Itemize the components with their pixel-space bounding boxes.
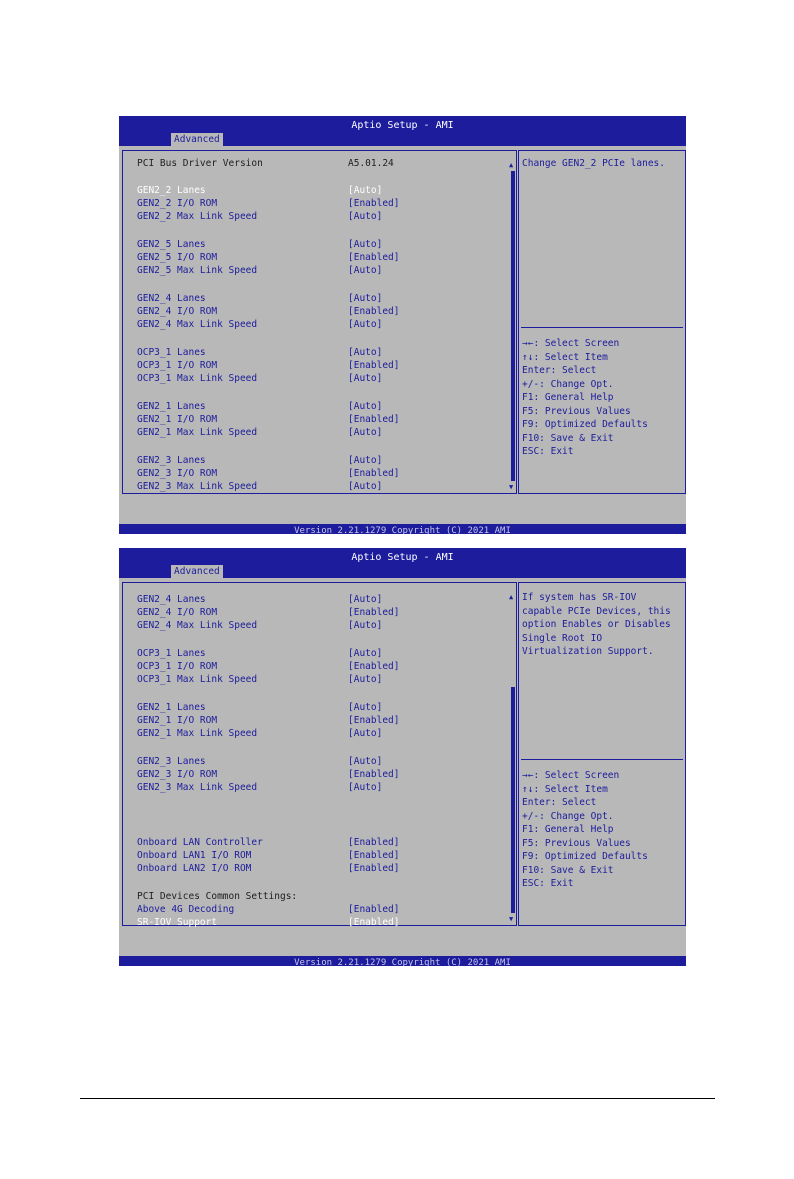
- setting-ocp3-1-lanes[interactable]: OCP3_1 Lanes: [137, 648, 206, 659]
- setting-value[interactable]: [Auto]: [348, 401, 383, 412]
- setting-value[interactable]: [Enabled]: [348, 769, 400, 780]
- setting-gen2-1-max-link-speed[interactable]: GEN2_1 Max Link Speed: [137, 728, 258, 739]
- help-text-line: Change GEN2_2 PCIe lanes.: [522, 158, 665, 169]
- hotkey-exit: ESC: Exit: [522, 878, 574, 889]
- hotkey-change-opt: +/-: Change Opt.: [522, 810, 614, 822]
- hotkey-previous-values: F5: Previous Values: [522, 837, 631, 849]
- hotkey-enter: Enter: Select: [522, 365, 597, 376]
- hotkey-exit: ESC: Exit: [522, 446, 574, 457]
- hotkey-enter: Enter: Select: [522, 797, 597, 808]
- footer-bar: [119, 524, 686, 534]
- setting-value[interactable]: [Auto]: [348, 211, 383, 222]
- setting-value[interactable]: [Enabled]: [348, 198, 400, 209]
- hotkey-general-help: F1: General Help: [522, 392, 614, 403]
- setting-gen2-5-lanes[interactable]: GEN2_5 Lanes: [137, 239, 206, 250]
- setting-value[interactable]: [Enabled]: [348, 306, 400, 317]
- setting-value[interactable]: [Enabled]: [348, 661, 400, 672]
- setting-ocp3-1-io-rom[interactable]: OCP3_1 I/O ROM: [137, 661, 218, 672]
- settings-panel: [122, 150, 517, 494]
- setting-gen2-5-max-link-speed[interactable]: GEN2_5 Max Link Speed: [137, 265, 258, 276]
- setting-value[interactable]: [Auto]: [348, 347, 383, 358]
- setting-ocp3-1-io-rom[interactable]: OCP3_1 I/O ROM: [137, 360, 218, 371]
- setting-value[interactable]: [Auto]: [348, 185, 383, 196]
- setting-onboard-lan-controller[interactable]: Onboard LAN Controller: [137, 837, 263, 848]
- setting-value[interactable]: [Enabled]: [348, 607, 400, 618]
- bios-screen-2: [119, 548, 686, 966]
- bios-screen-1: [119, 116, 686, 534]
- setting-value[interactable]: [Auto]: [348, 648, 383, 659]
- hotkey-general-help: F1: General Help: [522, 824, 614, 835]
- setting-value[interactable]: [Auto]: [348, 239, 383, 250]
- setting-gen2-4-max-link-speed[interactable]: GEN2_4 Max Link Speed: [137, 620, 258, 631]
- setting-gen2-4-io-rom[interactable]: GEN2_4 I/O ROM: [137, 607, 218, 618]
- setting-value[interactable]: [Enabled]: [348, 468, 400, 479]
- copyright-text: Version 2.21.1279 Copyright (C) 2021 AMI: [294, 958, 511, 966]
- setting-ocp3-1-max-link-speed[interactable]: OCP3_1 Max Link Speed: [137, 373, 258, 384]
- window-title: Aptio Setup - AMI: [351, 120, 454, 131]
- help-panel: [518, 582, 686, 926]
- help-divider: [521, 327, 683, 328]
- setting-gen2-2-max-link-speed[interactable]: GEN2_2 Max Link Speed: [137, 211, 258, 222]
- setting-value[interactable]: [Enabled]: [348, 917, 400, 928]
- setting-value[interactable]: [Auto]: [348, 373, 383, 384]
- help-text-line: option Enables or Disables: [522, 619, 671, 630]
- page-footer-rule: [80, 1098, 715, 1099]
- copyright-text: Version 2.21.1279 Copyright (C) 2021 AMI: [294, 526, 511, 534]
- pci-bus-driver-version-label: PCI Bus Driver Version: [137, 158, 263, 169]
- pci-bus-driver-version-value: A5.01.24: [348, 158, 394, 169]
- setting-gen2-4-max-link-speed[interactable]: GEN2_4 Max Link Speed: [137, 319, 258, 330]
- setting-value[interactable]: [Auto]: [348, 265, 383, 276]
- hotkey-select-item: ↑↓: Select Item: [522, 783, 608, 795]
- help-text-line: If system has SR-IOV: [522, 592, 637, 603]
- hotkey-optimized-defaults: F9: Optimized Defaults: [522, 419, 648, 430]
- setting-value[interactable]: [Enabled]: [348, 414, 400, 425]
- setting-gen2-1-lanes[interactable]: GEN2_1 Lanes: [137, 401, 206, 412]
- setting-value[interactable]: [Auto]: [348, 427, 383, 438]
- hotkey-optimized-defaults: F9: Optimized Defaults: [522, 851, 648, 862]
- setting-value[interactable]: [Auto]: [348, 319, 383, 330]
- hotkey-previous-values: F5: Previous Values: [522, 405, 631, 417]
- setting-value[interactable]: [Enabled]: [348, 837, 400, 848]
- hotkey-save-exit: F10: Save & Exit: [522, 432, 614, 444]
- help-text-line: Single Root IO: [522, 632, 603, 644]
- setting-gen2-3-io-rom[interactable]: GEN2_3 I/O ROM: [137, 468, 218, 479]
- title-bar: [119, 116, 686, 146]
- setting-gen2-3-max-link-speed[interactable]: GEN2_3 Max Link Speed: [137, 782, 258, 793]
- setting-value[interactable]: [Enabled]: [348, 252, 400, 263]
- scroll-up-arrow-icon[interactable]: ▲: [509, 161, 514, 169]
- scroll-up-arrow-icon[interactable]: ▲: [509, 593, 514, 601]
- setting-value[interactable]: [Enabled]: [348, 850, 400, 861]
- setting-value[interactable]: [Auto]: [348, 756, 383, 767]
- setting-gen2-1-max-link-speed[interactable]: GEN2_1 Max Link Speed: [137, 427, 258, 438]
- setting-above-4g-decoding[interactable]: Above 4G Decoding: [137, 904, 235, 915]
- setting-value[interactable]: [Auto]: [348, 594, 383, 605]
- setting-value[interactable]: [Auto]: [348, 455, 383, 466]
- setting-value[interactable]: [Auto]: [348, 620, 383, 631]
- setting-sr-iov-support[interactable]: SR-IOV Support: [137, 917, 218, 928]
- scrollbar-thumb[interactable]: [511, 171, 515, 481]
- setting-gen2-1-lanes[interactable]: GEN2_1 Lanes: [137, 702, 206, 713]
- setting-value[interactable]: [Enabled]: [348, 715, 400, 726]
- help-text-line: capable PCIe Devices, this: [522, 605, 671, 617]
- setting-value[interactable]: [Auto]: [348, 481, 383, 492]
- scroll-down-arrow-icon[interactable]: ▼: [509, 483, 514, 491]
- footer-bar: [119, 956, 686, 966]
- setting-gen2-4-lanes[interactable]: GEN2_4 Lanes: [137, 594, 206, 605]
- scrollbar-thumb[interactable]: [511, 687, 515, 913]
- setting-value[interactable]: [Auto]: [348, 674, 383, 685]
- setting-ocp3-1-max-link-speed[interactable]: OCP3_1 Max Link Speed: [137, 674, 258, 685]
- setting-gen2-1-io-rom[interactable]: GEN2_1 I/O ROM: [137, 715, 218, 726]
- setting-gen2-4-io-rom[interactable]: GEN2_4 I/O ROM: [137, 306, 218, 317]
- setting-ocp3-1-lanes[interactable]: OCP3_1 Lanes: [137, 347, 206, 358]
- setting-value[interactable]: [Enabled]: [348, 904, 400, 915]
- section-heading: PCI Devices Common Settings:: [137, 891, 298, 902]
- window-title: Aptio Setup - AMI: [351, 552, 454, 563]
- help-divider: [521, 759, 683, 760]
- hotkey-select-screen: →←: Select Screen: [522, 338, 620, 349]
- scroll-down-arrow-icon[interactable]: ▼: [509, 915, 514, 923]
- help-text-line: Virtualization Support.: [522, 646, 654, 657]
- setting-value[interactable]: [Enabled]: [348, 863, 400, 874]
- setting-gen2-5-io-rom[interactable]: GEN2_5 I/O ROM: [137, 252, 218, 263]
- tab-advanced[interactable]: Advanced: [171, 133, 223, 146]
- setting-onboard-lan1-io-rom[interactable]: Onboard LAN1 I/O ROM: [137, 850, 252, 861]
- setting-gen2-3-io-rom[interactable]: GEN2_3 I/O ROM: [137, 769, 218, 780]
- setting-gen2-2-io-rom[interactable]: GEN2_2 I/O ROM: [137, 198, 218, 209]
- setting-value[interactable]: [Auto]: [348, 782, 383, 793]
- setting-gen2-4-lanes[interactable]: GEN2_4 Lanes: [137, 293, 206, 304]
- setting-gen2-2-lanes[interactable]: GEN2_2 Lanes: [137, 185, 206, 196]
- setting-value[interactable]: [Auto]: [348, 728, 383, 739]
- hotkey-change-opt: +/-: Change Opt.: [522, 378, 614, 390]
- help-panel: [518, 150, 686, 494]
- settings-panel: [122, 582, 517, 926]
- setting-value[interactable]: [Auto]: [348, 702, 383, 713]
- setting-gen2-1-io-rom[interactable]: GEN2_1 I/O ROM: [137, 414, 218, 425]
- setting-gen2-3-lanes[interactable]: GEN2_3 Lanes: [137, 756, 206, 767]
- setting-onboard-lan2-io-rom[interactable]: Onboard LAN2 I/O ROM: [137, 863, 252, 874]
- hotkey-save-exit: F10: Save & Exit: [522, 864, 614, 876]
- hotkey-select-item: ↑↓: Select Item: [522, 351, 608, 363]
- hotkey-select-screen: →←: Select Screen: [522, 770, 620, 781]
- setting-value[interactable]: [Auto]: [348, 293, 383, 304]
- setting-gen2-3-max-link-speed[interactable]: GEN2_3 Max Link Speed: [137, 481, 258, 492]
- setting-value[interactable]: [Enabled]: [348, 360, 400, 371]
- title-bar: [119, 548, 686, 578]
- tab-advanced[interactable]: Advanced: [171, 565, 223, 578]
- setting-gen2-3-lanes[interactable]: GEN2_3 Lanes: [137, 455, 206, 466]
